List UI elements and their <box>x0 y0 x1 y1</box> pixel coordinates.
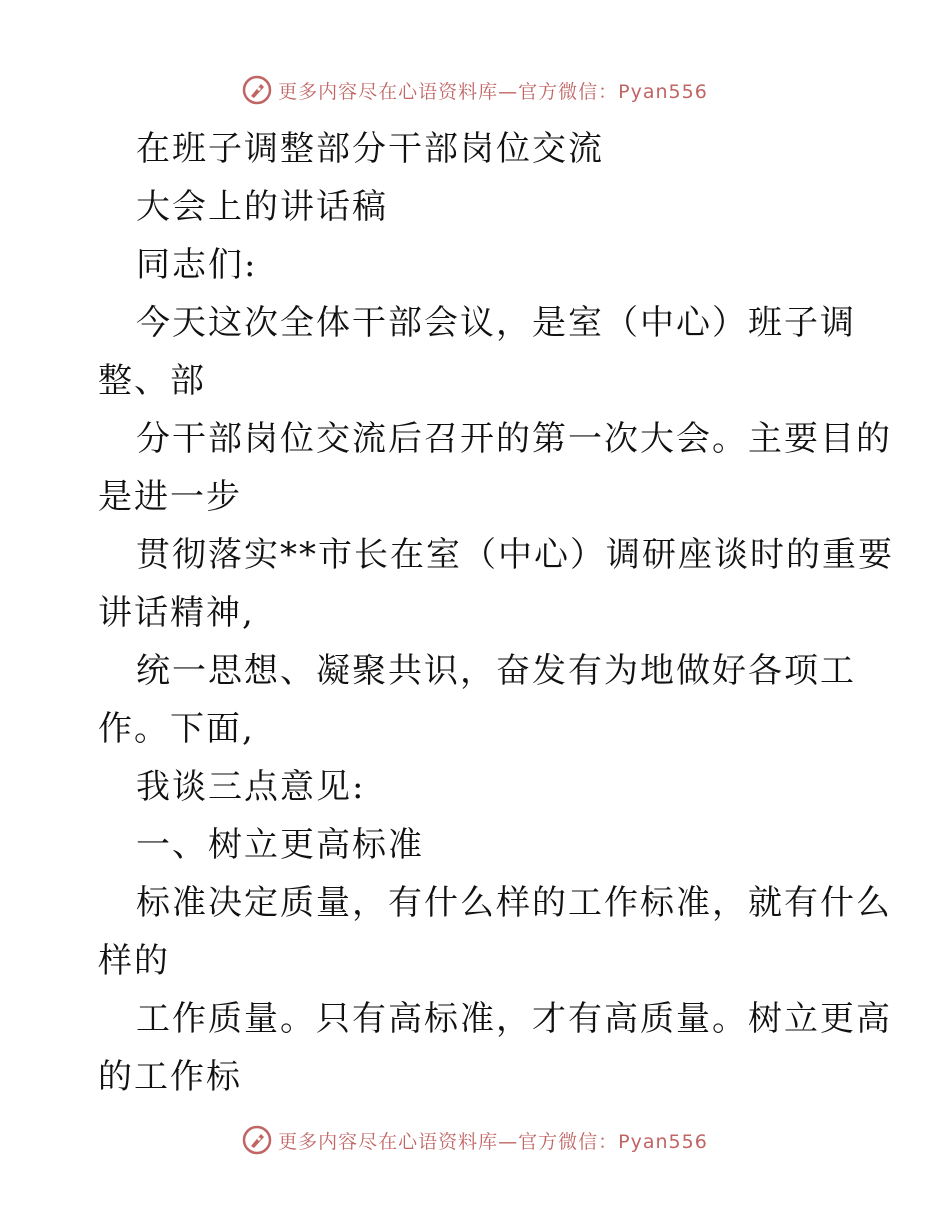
paragraph-line: 我谈三点意见: <box>136 767 366 807</box>
title-line-2: 大会上的讲话稿 <box>136 187 388 227</box>
paragraph-line: 是进一步 <box>98 477 242 517</box>
paragraph-line: 今天这次全体干部会议，是室（中心）班子调 <box>136 303 856 343</box>
paragraph-line: 样的 <box>98 941 170 981</box>
document-body <box>98 120 894 1106</box>
salutation: 同志们: <box>136 245 258 285</box>
paragraph-line: 标准决定质量，有什么样的工作标准，就有什么 <box>136 883 892 923</box>
watermark-text: 更多内容尽在心语资料库—官方微信：Pyan556 <box>278 80 708 103</box>
watermark-footer <box>0 1120 950 1160</box>
paragraph-line: 的工作标 <box>98 1057 242 1097</box>
paragraph-line: 贯彻落实**市长在室（中心）调研座谈时的重要 <box>136 535 894 575</box>
paragraph-line: 讲话精神, <box>98 593 255 633</box>
pen-nib-logo-icon <box>242 1125 272 1155</box>
paragraph-line: 分干部岗位交流后召开的第一次大会。主要目的 <box>136 419 892 459</box>
section-heading: 一、树立更高标准 <box>136 825 424 865</box>
paragraph-line: 工作质量。只有高标准，才有高质量。树立更高 <box>136 999 892 1039</box>
watermark-text: 更多内容尽在心语资料库—官方微信：Pyan556 <box>278 1130 708 1153</box>
title-line-1: 在班子调整部分干部岗位交流 <box>136 129 604 169</box>
paragraph-line: 整、部 <box>98 361 206 401</box>
pen-nib-logo-icon <box>242 75 272 105</box>
paragraph-line: 作。下面, <box>98 709 255 749</box>
paragraph-line: 统一思想、凝聚共识，奋发有为地做好各项工 <box>136 651 856 691</box>
watermark-header <box>0 70 950 110</box>
